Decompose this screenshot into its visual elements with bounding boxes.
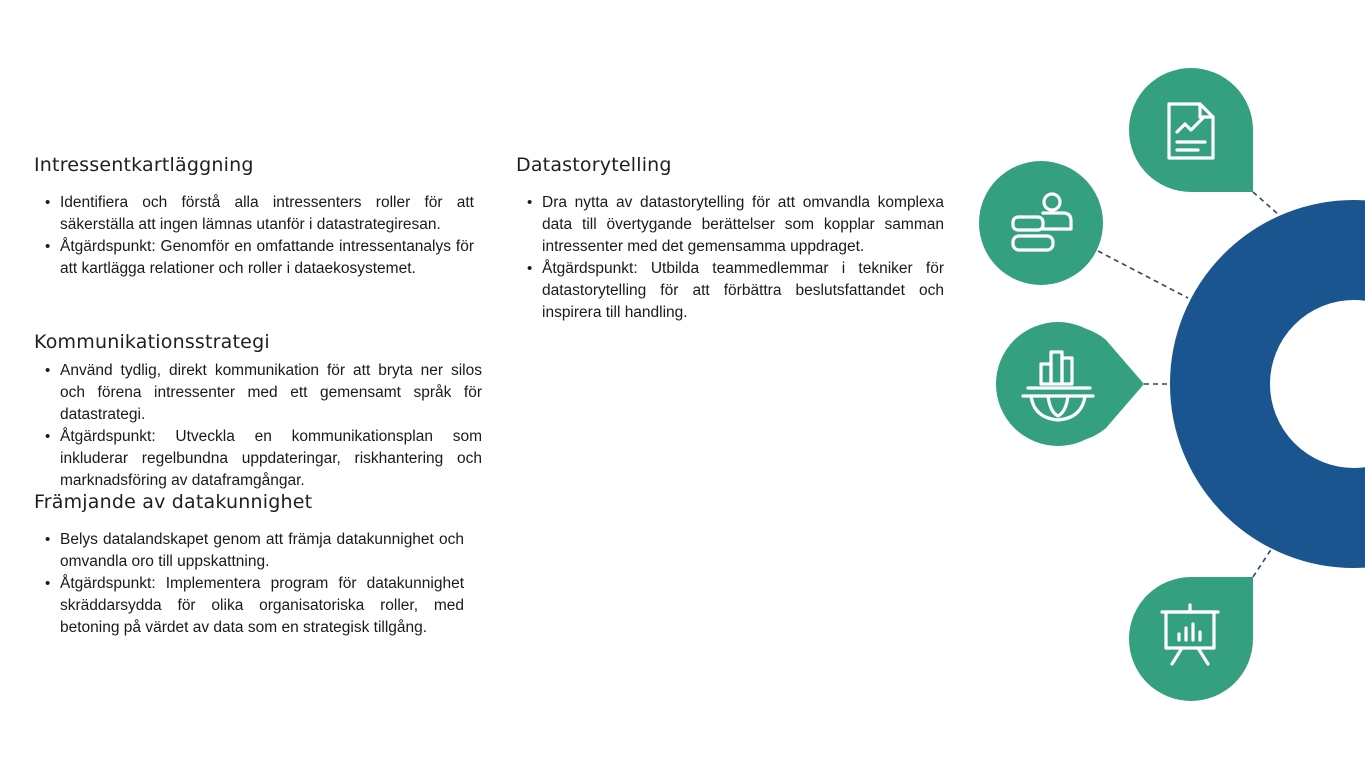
bullet-item: • Åtgärdspunkt: Implementera program för datakunnighet skräddarsydda för olika organisatoriska roller, med betoning på värdet av data som en strategisk tillgång. xyxy=(60,573,464,639)
document-chart-icon xyxy=(1129,68,1253,192)
section-communication-strategy xyxy=(34,331,482,492)
bullet-item: • Belys datalandskapet genom att främja datakunnighet och omvandla oro till uppskattning. xyxy=(60,529,464,573)
stakeholder-icon xyxy=(979,161,1103,285)
bullet-item: • Åtgärdspunkt: Utbilda teammedlemmar i tekniker för datastorytelling för att förbättra beslutsfattandet och inspirera till handling. xyxy=(542,258,944,324)
section-data-storytelling xyxy=(516,154,944,324)
bullet-list xyxy=(516,192,944,324)
section-title: Datastorytelling xyxy=(516,154,672,176)
section-title: Kommunikationsstrategi xyxy=(34,331,270,353)
bullet-item: • Dra nytta av datastorytelling för att omvandla komplexa data till övertygande berättelser som kopplar samman intressenter med det gemensamma uppdraget. xyxy=(542,192,944,258)
bullet-item: • Åtgärdspunkt: Utveckla en kommunikationsplan som inkluderar regelbundna uppdateringar, riskhantering och marknadsföring av dataframgångar. xyxy=(60,426,482,492)
section-data-literacy xyxy=(34,491,464,639)
bullet-list xyxy=(34,529,464,639)
bullet-list xyxy=(34,192,474,280)
hub-ring xyxy=(1220,250,1365,518)
bullet-item: • Åtgärdspunkt: Genomför en omfattande intressentanalys för att kartlägga relationer och roller i dataekosystemet. xyxy=(60,236,474,280)
bullet-list xyxy=(34,360,482,492)
section-stakeholder-mapping xyxy=(34,154,474,280)
connector-line xyxy=(1098,251,1188,298)
presentation-chart-icon xyxy=(1129,577,1253,701)
section-title: Intressentkartläggning xyxy=(34,154,254,176)
bullet-item: • Använd tydlig, direkt kommunikation för att bryta ner silos och förena intressenter med ett gemensamt språk för datastrategi. xyxy=(60,360,482,426)
bullet-item: • Identifiera och förstå alla intressenters roller för att säkerställa att ingen lämnas utanför i datastrategiresan. xyxy=(60,192,474,236)
data-literacy-icon xyxy=(996,322,1144,446)
connector-line xyxy=(1253,548,1272,577)
section-title: Främjande av datakunnighet xyxy=(34,491,313,513)
hub-diagram xyxy=(960,0,1365,768)
